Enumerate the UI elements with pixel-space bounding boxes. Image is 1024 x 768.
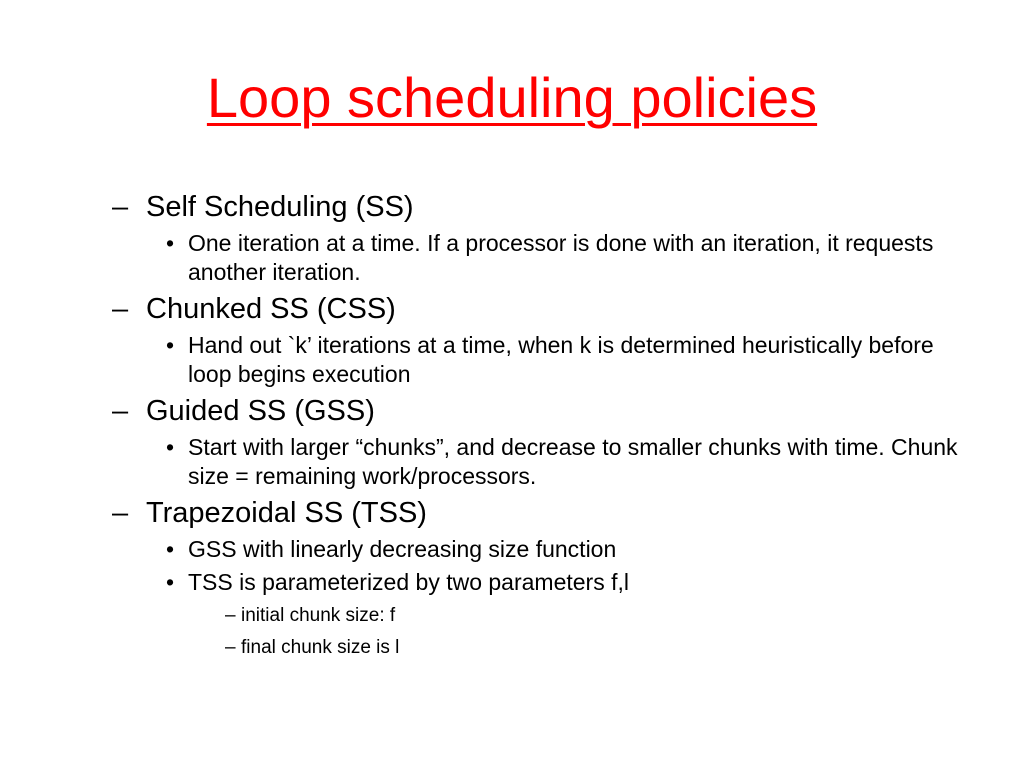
sub-bullet-text: GSS with linearly decreasing size function <box>188 536 617 562</box>
dash-marker: – <box>225 605 236 626</box>
bullet-dot-marker: • <box>166 536 175 562</box>
sub-sub-bullet-text: final chunk size is l <box>241 637 400 658</box>
bullet-item-self-scheduling <box>112 189 972 225</box>
dash-marker: – <box>225 637 236 658</box>
sub-bullet-item <box>166 433 972 491</box>
dash-marker: – <box>112 395 129 427</box>
bullet-dot-marker: • <box>166 434 175 460</box>
bullet-label: Chunked SS (CSS) <box>146 293 396 325</box>
sub-bullet-item <box>166 535 972 564</box>
sub-bullet-item <box>166 568 972 597</box>
sub-sub-bullet-item <box>225 603 972 629</box>
dash-marker: – <box>112 497 129 529</box>
sub-bullet-item <box>166 229 972 287</box>
dash-marker: – <box>112 293 129 325</box>
sub-sub-bullet-item <box>225 635 972 661</box>
bullet-dot-marker: • <box>166 332 175 358</box>
bullet-item-guided-ss <box>112 393 972 429</box>
bullet-dot-marker: • <box>166 569 175 595</box>
bullet-item-trapezoidal-ss <box>112 495 972 531</box>
bullet-item-chunked-ss <box>112 291 972 327</box>
bullet-list <box>112 185 972 661</box>
bullet-label: Self Scheduling (SS) <box>146 191 414 223</box>
sub-bullet-item <box>166 331 972 389</box>
bullet-dot-marker: • <box>166 230 175 256</box>
sub-bullet-text: Hand out `k’ iterations at a time, when k is determined heuristically before loop begins execution <box>188 332 934 387</box>
bullet-label: Guided SS (GSS) <box>146 395 375 427</box>
dash-marker: – <box>112 191 129 223</box>
slide-title: Loop scheduling policies <box>206 66 818 129</box>
bullet-label: Trapezoidal SS (TSS) <box>146 497 427 529</box>
sub-bullet-text: TSS is parameterized by two parameters f,l <box>188 569 629 595</box>
sub-bullet-text: One iteration at a time. If a processor is done with an iteration, it requests another iteration. <box>188 230 934 285</box>
sub-bullet-text: Start with larger “chunks”, and decrease to smaller chunks with time. Chunk size = remaining work/processors. <box>188 434 958 489</box>
sub-sub-bullet-text: initial chunk size: f <box>241 605 396 626</box>
